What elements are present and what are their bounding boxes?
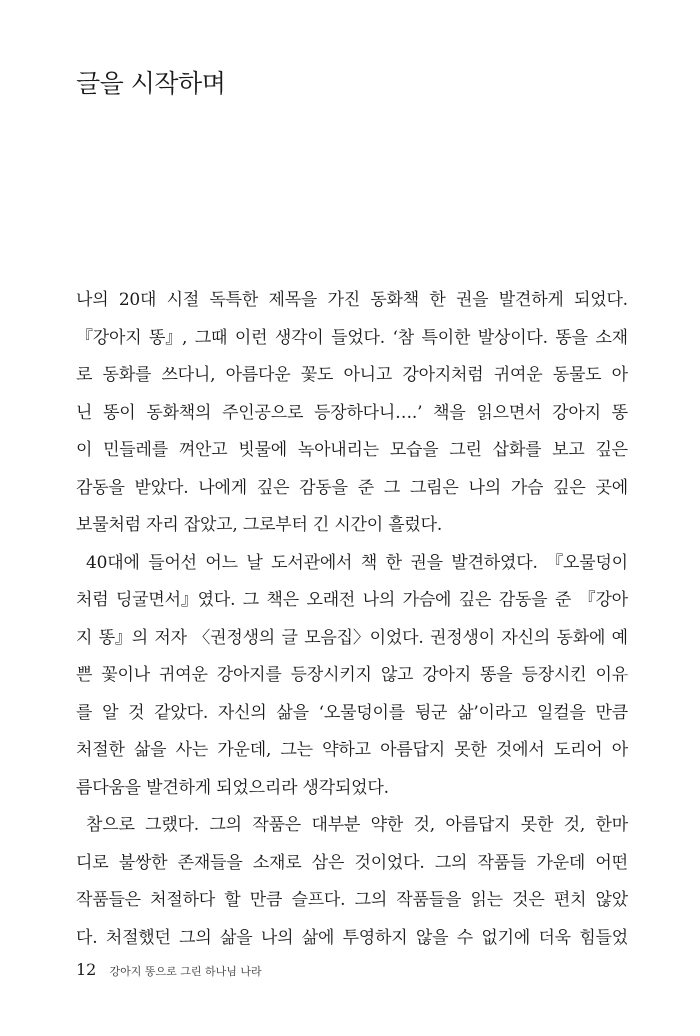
word: 닌 bbox=[76, 402, 93, 423]
word: 『강아 bbox=[578, 590, 628, 610]
word: 삽화를 bbox=[492, 440, 542, 460]
word: 딩굴면서』였다. bbox=[115, 590, 236, 610]
word: 이 bbox=[76, 440, 93, 460]
word: 발상이다. bbox=[477, 327, 548, 348]
word: 삶을 bbox=[133, 740, 167, 760]
text-line: 름다움을 발견하게 되었으리라 생각되었다. bbox=[76, 777, 389, 798]
word: 편치 bbox=[553, 890, 587, 910]
word: 쓰다니, bbox=[161, 365, 216, 385]
word: 것이었다. bbox=[354, 852, 425, 873]
word: 쁜 bbox=[76, 665, 93, 685]
word: 나의 bbox=[76, 290, 109, 310]
text-line bbox=[76, 732, 628, 770]
word: 날 bbox=[246, 552, 263, 573]
page-footer bbox=[76, 958, 262, 982]
text-line bbox=[76, 657, 628, 695]
word: 도리어 bbox=[553, 740, 603, 760]
chapter-heading: 글을 시작하며 bbox=[76, 69, 226, 98]
word: 강아지를 bbox=[216, 665, 282, 685]
word: 들었다. bbox=[331, 327, 385, 348]
word: 존재들을 bbox=[177, 852, 243, 873]
word: 할 bbox=[224, 890, 241, 910]
word: 그는 bbox=[280, 740, 313, 760]
word: 힘들었 bbox=[579, 927, 628, 948]
word: 읽으면서 bbox=[476, 402, 542, 423]
word: 똥이 bbox=[103, 402, 136, 423]
word: 삶을 bbox=[220, 927, 253, 948]
word: 강아지 bbox=[552, 402, 601, 423]
word: 감동을 bbox=[299, 477, 348, 498]
word: 이유 bbox=[595, 665, 628, 685]
word: 그의 bbox=[179, 927, 212, 948]
text-line bbox=[76, 845, 628, 883]
word: 준 bbox=[357, 477, 374, 498]
word: 받았다. bbox=[134, 477, 189, 498]
word: 소재로 bbox=[252, 852, 302, 873]
word: 똥』의 bbox=[98, 627, 148, 648]
text-line bbox=[76, 470, 628, 508]
word: 소재 bbox=[595, 327, 628, 348]
word: 처럼 bbox=[76, 590, 109, 610]
word: 한 bbox=[385, 552, 402, 573]
text-line bbox=[76, 545, 628, 583]
word: 약한 bbox=[370, 815, 404, 835]
word: 나의 bbox=[362, 590, 396, 610]
word: 모습을 bbox=[389, 440, 439, 460]
word: 자신의 bbox=[501, 627, 551, 648]
word: 삶’이라고 bbox=[457, 702, 528, 723]
word: 한마 bbox=[595, 815, 628, 835]
word: 되었다. bbox=[574, 290, 628, 310]
word: 것에서 bbox=[495, 740, 545, 760]
word: 책을 bbox=[433, 402, 466, 423]
word: 들어선 bbox=[148, 552, 197, 573]
word: 어떤 bbox=[595, 852, 628, 873]
word: 나에게 bbox=[198, 477, 247, 498]
word: 20대 bbox=[118, 290, 157, 310]
word: 작품들 bbox=[477, 852, 527, 873]
text-line bbox=[76, 582, 628, 620]
word: 그 bbox=[383, 477, 401, 498]
word: 책 bbox=[360, 552, 378, 573]
word: 껴안고 bbox=[178, 440, 228, 460]
word: 발견하였다. bbox=[451, 552, 538, 573]
word: 투영하지 bbox=[342, 927, 408, 948]
word: 준 bbox=[554, 590, 572, 610]
word: 특이한 bbox=[421, 327, 471, 348]
page-number: 12 bbox=[76, 960, 97, 979]
word: 못한 bbox=[520, 815, 554, 835]
word: 등장시키지 bbox=[290, 665, 372, 685]
word: 똥』, bbox=[149, 327, 188, 348]
running-title: 강아지 똥으로 그린 하나님 나라 bbox=[109, 965, 262, 978]
word: ‘참 bbox=[392, 327, 414, 348]
word: 그 bbox=[242, 590, 260, 610]
word: 나의 bbox=[468, 477, 501, 498]
body-text bbox=[76, 282, 628, 957]
word: 없기에 bbox=[481, 927, 531, 948]
word: 않았 bbox=[595, 890, 628, 910]
word: 디로 bbox=[76, 852, 109, 873]
word: 녹아내리는 bbox=[297, 440, 379, 460]
word: 만큼 bbox=[249, 890, 283, 910]
word: 않을 bbox=[415, 927, 449, 948]
word: 만큼 bbox=[595, 702, 628, 723]
word: 다. bbox=[76, 927, 98, 948]
word: 삶에 bbox=[301, 927, 335, 948]
word: 강아지처럼 bbox=[402, 365, 484, 385]
word: 깊은 bbox=[553, 477, 586, 498]
word: 어느 bbox=[205, 552, 238, 573]
text-line bbox=[76, 920, 628, 958]
word: 이런 bbox=[234, 327, 268, 348]
word: 않고 bbox=[380, 665, 414, 685]
word: 대부분 bbox=[311, 815, 361, 835]
word: 작품들은 bbox=[76, 890, 141, 910]
word: 알 bbox=[102, 702, 119, 723]
word: 귀여운 bbox=[159, 665, 208, 685]
word: 나의 bbox=[260, 927, 294, 948]
word: 일컬을 bbox=[537, 702, 586, 723]
word: 수 bbox=[456, 927, 473, 948]
word: 삼은 bbox=[311, 852, 345, 873]
word: 동화를 bbox=[102, 365, 152, 385]
word: 꽃이나 bbox=[101, 665, 150, 685]
word: 것 bbox=[128, 702, 145, 723]
text-line bbox=[76, 395, 628, 433]
word: 등장하다니….’ bbox=[314, 402, 423, 423]
word: 가운데 bbox=[536, 852, 586, 873]
word: 아니고 bbox=[343, 365, 393, 385]
text-line: 보물처럼 자리 잡았고, 그로부터 긴 시간이 흘렀다. bbox=[76, 515, 443, 535]
word: 로 bbox=[76, 365, 93, 385]
word: 오래전 bbox=[306, 590, 356, 610]
word: 생각이 bbox=[274, 327, 324, 348]
word: 가슴 bbox=[510, 477, 544, 498]
word: 꽃도 bbox=[300, 365, 334, 385]
word: 깊은 bbox=[256, 477, 290, 498]
text-line bbox=[76, 807, 628, 845]
word: 저자 bbox=[154, 627, 187, 648]
text-line bbox=[76, 282, 628, 320]
word: 동화에 bbox=[556, 627, 606, 648]
word: 강아지 bbox=[422, 665, 471, 685]
word: 동화책 bbox=[370, 290, 419, 310]
word: 예 bbox=[611, 627, 628, 648]
word: 발견하게 bbox=[498, 290, 564, 310]
word: 깊은 bbox=[458, 590, 492, 610]
word: 등장시킨 bbox=[521, 665, 587, 685]
word: 더욱 bbox=[538, 927, 571, 948]
word: 가슴에 bbox=[402, 590, 452, 610]
word: 처절하다 bbox=[150, 890, 216, 910]
word: 같았다. bbox=[154, 702, 209, 723]
text-line bbox=[76, 357, 628, 395]
word: 권을 bbox=[455, 290, 489, 310]
word: 권정생이 bbox=[430, 627, 495, 648]
word: 그린 bbox=[449, 440, 482, 460]
word: 책은 bbox=[266, 590, 299, 610]
word: 독특한 bbox=[209, 290, 259, 310]
text-line bbox=[76, 620, 628, 658]
word: ‘오물덩이를 bbox=[318, 702, 405, 723]
word: 한 bbox=[429, 290, 446, 310]
word: 가진 bbox=[327, 290, 360, 310]
word: 사는 bbox=[175, 740, 209, 760]
word: 글 bbox=[281, 627, 298, 648]
word: 주인공으로 bbox=[222, 402, 304, 423]
word: 동화책의 bbox=[146, 402, 212, 423]
word: 읽는 bbox=[470, 890, 503, 910]
word: 곳에 bbox=[595, 477, 628, 498]
word: 그때 bbox=[194, 327, 228, 348]
word: 아 bbox=[611, 740, 628, 760]
word: 처절했던 bbox=[105, 927, 171, 948]
word: 권을 bbox=[410, 552, 443, 573]
word: 시절 bbox=[166, 290, 200, 310]
word: 〈권정생의 bbox=[193, 627, 276, 648]
word: 참으로 bbox=[86, 815, 135, 835]
word: 작품은 bbox=[252, 815, 302, 835]
word: 제목을 bbox=[268, 290, 318, 310]
word: 『오물덩이 bbox=[546, 552, 628, 573]
word: 똥을 bbox=[480, 665, 513, 685]
word: 그의 bbox=[434, 852, 468, 873]
word: 40대에 bbox=[86, 552, 140, 573]
word: 모음집〉이었다. bbox=[304, 627, 424, 648]
word: 자신의 bbox=[217, 702, 267, 723]
word: 를 bbox=[76, 702, 93, 723]
text-line bbox=[76, 695, 628, 733]
word: 보고 bbox=[552, 440, 585, 460]
word: 그림은 bbox=[409, 477, 459, 498]
word: 그의 bbox=[354, 890, 388, 910]
text-line bbox=[76, 432, 628, 470]
word: 못한 bbox=[454, 740, 487, 760]
word: 아 bbox=[611, 365, 628, 385]
word: 동물도 bbox=[552, 365, 602, 385]
word: 민들레를 bbox=[103, 440, 168, 460]
word: 가운데, bbox=[217, 740, 272, 760]
word: 불쌍한 bbox=[118, 852, 168, 873]
word: 감동을 bbox=[76, 477, 125, 498]
text-line bbox=[76, 882, 628, 920]
word: 지 bbox=[76, 627, 93, 648]
word: 똥을 bbox=[555, 327, 588, 348]
word: 것은 bbox=[512, 890, 545, 910]
word: 그랬다. bbox=[145, 815, 199, 835]
word: 빗물에 bbox=[238, 440, 287, 460]
word: 것, bbox=[413, 815, 435, 835]
word: 작품들을 bbox=[396, 890, 462, 910]
word: 귀여운 bbox=[493, 365, 543, 385]
word: 그의 bbox=[209, 815, 242, 835]
word: 똥 bbox=[611, 402, 628, 423]
word: 감동을 bbox=[498, 590, 548, 610]
word: 아름답지 bbox=[445, 815, 511, 835]
word: 삶을 bbox=[276, 702, 309, 723]
word: 슬프다. bbox=[291, 890, 346, 910]
text-line bbox=[76, 320, 628, 358]
word: 아름답지 bbox=[380, 740, 445, 760]
word: 약하고 bbox=[322, 740, 371, 760]
word: 『강아지 bbox=[76, 327, 142, 348]
word: 뒹군 bbox=[414, 702, 448, 723]
word: 처절한 bbox=[76, 740, 125, 760]
word: 아름다운 bbox=[225, 365, 291, 385]
word: 깊은 bbox=[595, 440, 628, 460]
word: 것, bbox=[563, 815, 586, 835]
word: 도서관에서 bbox=[271, 552, 353, 573]
